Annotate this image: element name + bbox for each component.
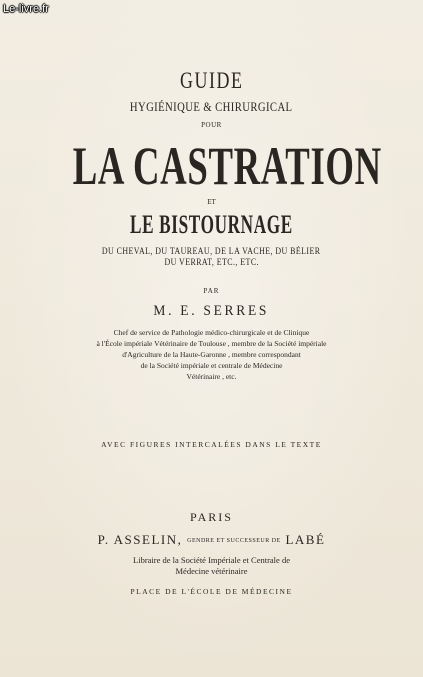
author-name-text: M. E. SERRES	[153, 303, 270, 319]
title-animals-line2-text: DU VERRAT, ETC., ETC.	[164, 257, 259, 267]
title-guide	[0, 68, 423, 94]
figures-note: AVEC FIGURES INTERCALÉES DANS LE TEXTE	[101, 440, 322, 449]
publisher-successor: GENDRE ET SUCCESSEUR DE	[187, 538, 281, 544]
imprint-publisher	[0, 532, 423, 548]
imprint-libraire-line2: Médecine vétérinaire	[175, 566, 248, 576]
title-secondary-text: LE BISTOURNAGE	[130, 210, 293, 239]
title-secondary	[0, 210, 423, 240]
title-main-text: LA CASTRATION	[72, 136, 382, 196]
imprint-libraire-line1: Libraire de la Société Impériale et Centrale de	[133, 555, 290, 565]
title-subtitle	[0, 99, 423, 115]
title-subtitle-text: HYGIÉNIQUE & CHIRURGICAL	[130, 99, 293, 114]
author-credential: Vétérinaire , etc.	[186, 372, 237, 381]
title-animals-line2	[0, 257, 423, 267]
author-credential: d'Agriculture de la Haute-Garonne , membre correspondant	[122, 350, 301, 359]
title-pour: POUR	[201, 121, 222, 129]
imprint-address: PLACE DE L'ÉCOLE DE MÉDECINE	[130, 587, 293, 596]
author-credential: de la Société impériale et centrale de Médecine	[140, 361, 283, 370]
imprint-city: PARIS	[190, 510, 233, 524]
author-by: PAR	[203, 287, 220, 295]
author-name	[0, 303, 423, 320]
publisher-name: P. ASSELIN,	[97, 532, 183, 547]
watermark-logo: Le-livre.fr	[3, 3, 49, 15]
title-guide-text: GUIDE	[179, 68, 244, 93]
title-main	[0, 136, 423, 196]
publisher-predecessor: LABÉ	[285, 532, 326, 547]
title-animals-line1	[0, 246, 423, 256]
author-credential: à l'École impériale Vétérinaire de Toulouse , membre de la Société impériale	[96, 339, 327, 348]
title-animals-line1-text: DU CHEVAL, DU TAUREAU, DE LA VACHE, DU BÉLIER	[102, 246, 321, 256]
author-credential: Chef de service de Pathologie médico-chirurgicale et de Clinique	[113, 328, 310, 337]
title-et: ET	[207, 198, 216, 206]
